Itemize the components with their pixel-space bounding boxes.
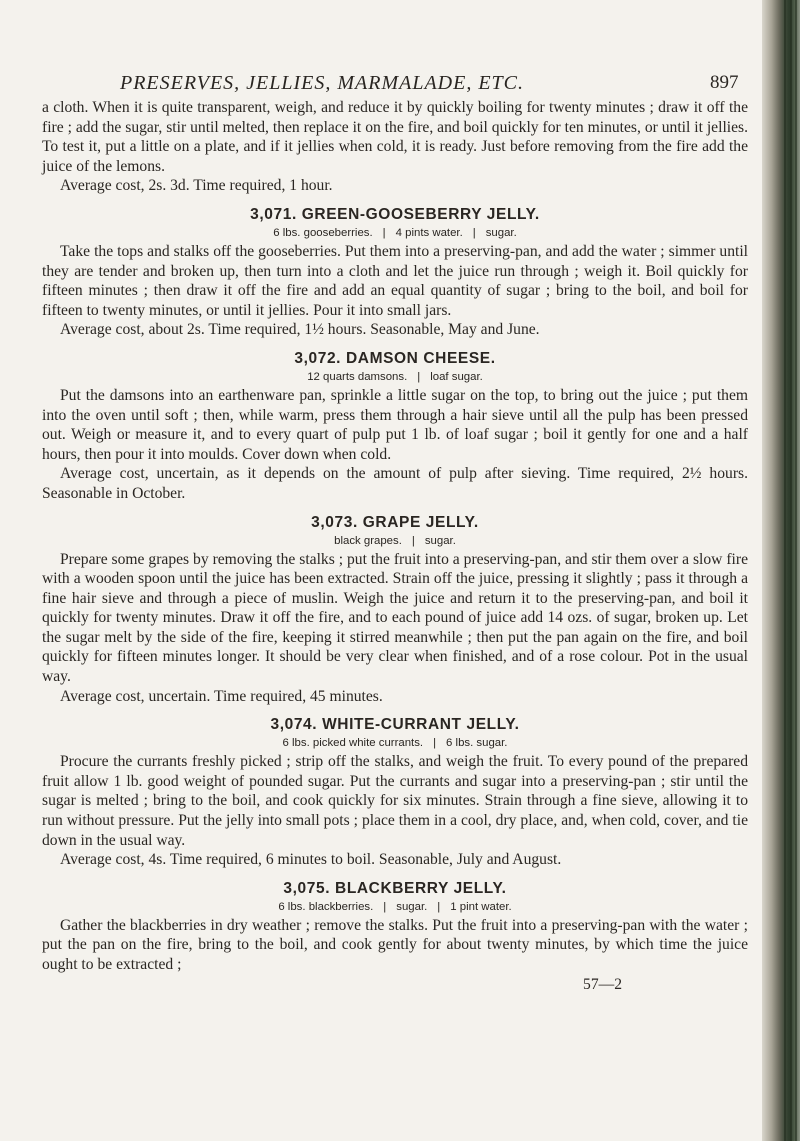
recipe-title: 3,074. WHITE-CURRANT JELLY. — [270, 716, 520, 734]
ingredient: sugar. — [485, 226, 517, 239]
recipe-title: 3,072. DAMSON CHEESE. — [294, 349, 496, 367]
ingredient-line: 6 lbs. blackberries. | sugar. | 1 pint water. — [278, 900, 512, 913]
recipe-method: Procure the currants freshly picked ; strip off the stalks, and weigh the fruit. To every pound of the prepared fruit allow 1 lb. good weight of pounded sugar. Put the currants and sugar into a preserving-pan ; stir until the sugar is melted ; bring to the boil, and cook quickly for six minutes. Strain through a fine sieve, allowing it to run without pressure. Put the jelly into small pots ; place them in a cool, dry place, and, when cold, cover, and tie down in the usual way. — [42, 753, 748, 849]
ingredient-line: 6 lbs. gooseberries. | 4 pints water. | sugar. — [273, 226, 517, 239]
book-binding-edge — [762, 0, 800, 1141]
recipe-method: Gather the blackberries in dry weather ; remove the stalks. Put the fruit into a preserving-pan with the water ; put the pan on the fire, bring to the boil, and cook gently for about twenty minutes, by which time the juice ought to be extracted ; — [42, 916, 748, 973]
binding-line — [795, 0, 797, 1141]
ingredient-line: black grapes. | sugar. — [334, 534, 456, 547]
binding-line — [784, 0, 786, 1141]
recipe-note: Average cost, uncertain, as it depends on the amount of pulp after sieving. Time required, 2½ hours. Seasonable in October. — [42, 465, 748, 502]
ingredient-line: 12 quarts damsons. | loaf sugar. — [307, 370, 483, 383]
ingredient: black grapes. — [334, 534, 402, 547]
ingredient: sugar. — [424, 534, 456, 547]
signature-mark: 57—2 — [583, 975, 622, 993]
recipe-note: Average cost, about 2s. Time required, 1½ hours. Seasonable, May and June. — [60, 321, 540, 339]
page-body — [42, 98, 748, 994]
ingredient: 12 quarts damsons. — [307, 370, 408, 383]
ingredient: loaf sugar. — [430, 370, 483, 383]
ingredient: sugar. — [396, 900, 428, 913]
recipe-note: Average cost, uncertain. Time required, 45 minutes. — [60, 687, 383, 705]
ingredient: 6 lbs. blackberries. — [278, 900, 374, 913]
recipe-method: Take the tops and stalks off the gooseberries. Put them into a preserving-pan, and add the water ; simmer until they are tender and broken up, then turn into a cloth and let the juice run through ; weigh it. Boil quickly for fifteen minutes ; then draw it off the fire and add an equal quantity of sugar ; bring to the boil, and boil for fifteen to twenty minutes, or until it jellies. Pour it into small jars. — [42, 242, 748, 319]
ingredient: 6 lbs. sugar. — [446, 737, 508, 750]
ingredient: 4 pints water. — [395, 226, 463, 239]
recipe-method: Prepare some grapes by removing the stalks ; put the fruit into a preserving-pan, and stir them over a slow fire with a wooden spoon until the juice has been extracted. Strain off the juice, pressing it slightly ; pass it through a fine hair sieve and through a piece of muslin. Weigh the juice and return it to the preserving-pan, and boil it quickly for twenty minutes. Draw it off the fire, and to each pound of juice add 14 ozs. of sugar, broken up. Let the sugar melt by the side of the fire, keeping it stirred meanwhile ; then put the pan again on the fire, and boil quickly for fifteen minutes longer. It should be very clear when finished, and of a rose colour. Pot in the usual way. — [42, 550, 748, 686]
recipe-method: Put the damsons into an earthenware pan, sprinkle a little sugar on the top, to bring out the juice ; put them into the oven until soft ; then, while warm, press them through a hair sieve until all the pulp has been pressed out. Weigh or measure it, and to every quart of pulp put 1 lb. of loaf sugar ; boil it gently for one and a half hours, then pour it into moulds. Cover down when cold. — [42, 386, 748, 463]
intro-paragraph: a cloth. When it is quite transparent, weigh, and reduce it by quickly boiling for twenty minutes ; draw it off the fire ; add the sugar, stir until melted, then replace it on the fire, and boil quickly for ten minutes, or until it jellies. To test it, put a little on a plate, and if it jellies when cold, it is ready. Just before removing from the fire add the juice of the lemons. — [42, 99, 748, 175]
ingredient: 6 lbs. gooseberries. — [273, 226, 373, 239]
ingredient-line: 6 lbs. picked white currants. | 6 lbs. sugar. — [282, 737, 508, 750]
intro-note: Average cost, 2s. 3d. Time required, 1 hour. — [60, 177, 333, 195]
recipe-title: 3,075. BLACKBERRY JELLY. — [283, 879, 507, 897]
ingredient: 6 lbs. picked white currants. — [282, 737, 424, 750]
running-head: PRESERVES, JELLIES, MARMALADE, ETC. — [120, 72, 525, 94]
binding-line — [790, 0, 792, 1141]
page-number: 897 — [710, 72, 739, 93]
ingredient: 1 pint water. — [450, 900, 512, 913]
recipe-note: Average cost, 4s. Time required, 6 minutes to boil. Seasonable, July and August. — [60, 851, 562, 869]
recipe-title: 3,071. GREEN-GOOSEBERRY JELLY. — [250, 205, 540, 223]
recipe-title: 3,073. GRAPE JELLY. — [311, 513, 479, 531]
